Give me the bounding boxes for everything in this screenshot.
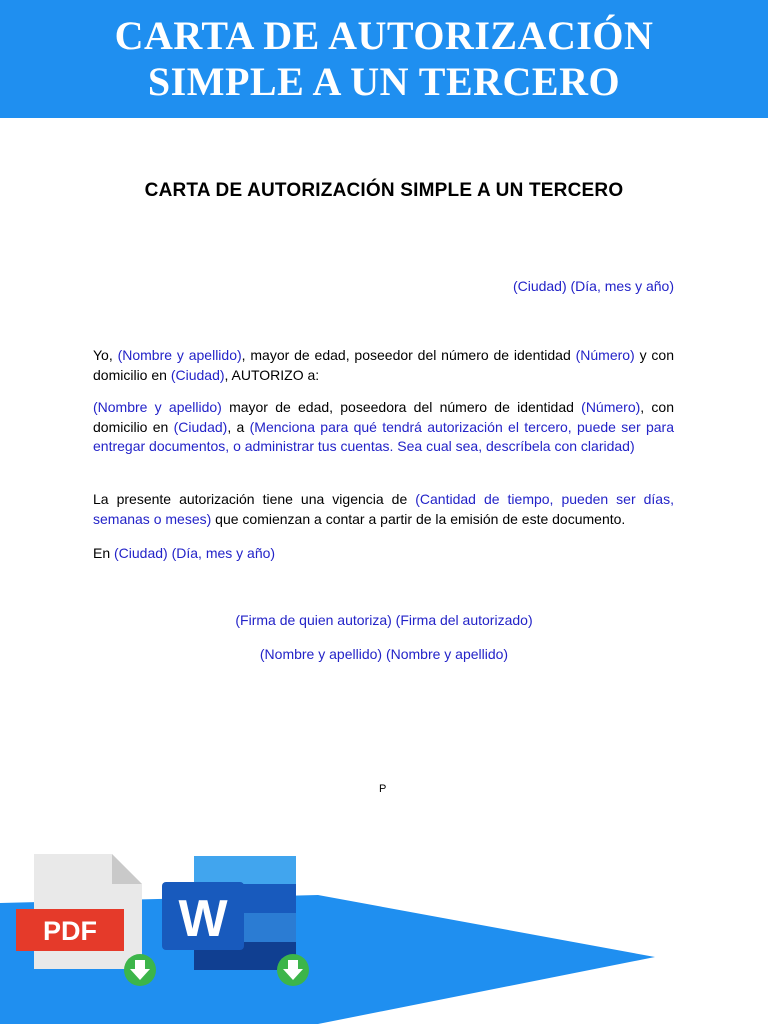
word-label: W	[178, 890, 228, 948]
banner-title-line-2: SIMPLE A UN TERCERO	[147, 59, 621, 104]
page-mark: P	[379, 783, 387, 795]
placeholder-number: (Número)	[575, 347, 635, 363]
signature-line: (Firma de quien autoriza) (Firma del autorizado)	[235, 612, 533, 628]
placeholder-purpose: (Menciona para qué tendrá autorización el tercero, puede ser para entregar documentos, o administrar tus cuentas. Sea cual sea, descríbela con claridad)	[93, 418, 674, 454]
placeholder-name: (Nombre y apellido)	[93, 399, 222, 415]
text: que comienzan a contar a partir de la emisión de este documento.	[211, 510, 626, 527]
placeholder-duration: (Cantidad de tiempo, pueden ser días, semanas o meses)	[93, 491, 674, 527]
names-line: (Nombre y apellido) (Nombre y apellido)	[259, 646, 509, 662]
text: mayor de edad, poseedora del número de identidad	[221, 399, 582, 415]
document-title: CARTA DE AUTORIZACIÓN SIMPLE A UN TERCERO	[144, 180, 624, 201]
text: , mayor de edad, poseedor del número de identidad	[241, 347, 576, 363]
banner-title-line-1: CARTA DE AUTORIZACIÓN	[114, 13, 654, 58]
text: , AUTORIZO a:	[224, 366, 320, 383]
placeholder-number: (Número)	[581, 399, 641, 415]
paragraph-4	[93, 544, 674, 564]
text: , a	[227, 418, 250, 435]
text: La presente autorización tiene una vigencia de	[93, 491, 416, 507]
pdf-label: PDF	[43, 916, 97, 946]
header-banner	[0, 0, 768, 118]
text: y con domicilio en	[93, 347, 674, 383]
text: En	[93, 545, 115, 561]
download-arrow-icon	[277, 954, 309, 986]
paragraph-3	[93, 490, 674, 529]
placeholder-city: (Ciudad)	[173, 418, 228, 435]
date-line: (Ciudad) (Día, mes y año)	[512, 278, 674, 294]
paragraph-1	[93, 346, 674, 385]
placeholder-city: (Ciudad)	[170, 366, 225, 383]
placeholder-city-date: (Ciudad) (Día, mes y año)	[114, 545, 276, 561]
text: , con domicilio en	[93, 399, 674, 435]
paragraph-2	[93, 398, 674, 457]
pdf-download-icon[interactable]	[14, 854, 159, 989]
placeholder-name: (Nombre y apellido)	[117, 347, 242, 363]
download-arrow-icon	[124, 954, 156, 986]
word-download-icon[interactable]	[160, 854, 315, 989]
text: Yo,	[93, 347, 118, 363]
